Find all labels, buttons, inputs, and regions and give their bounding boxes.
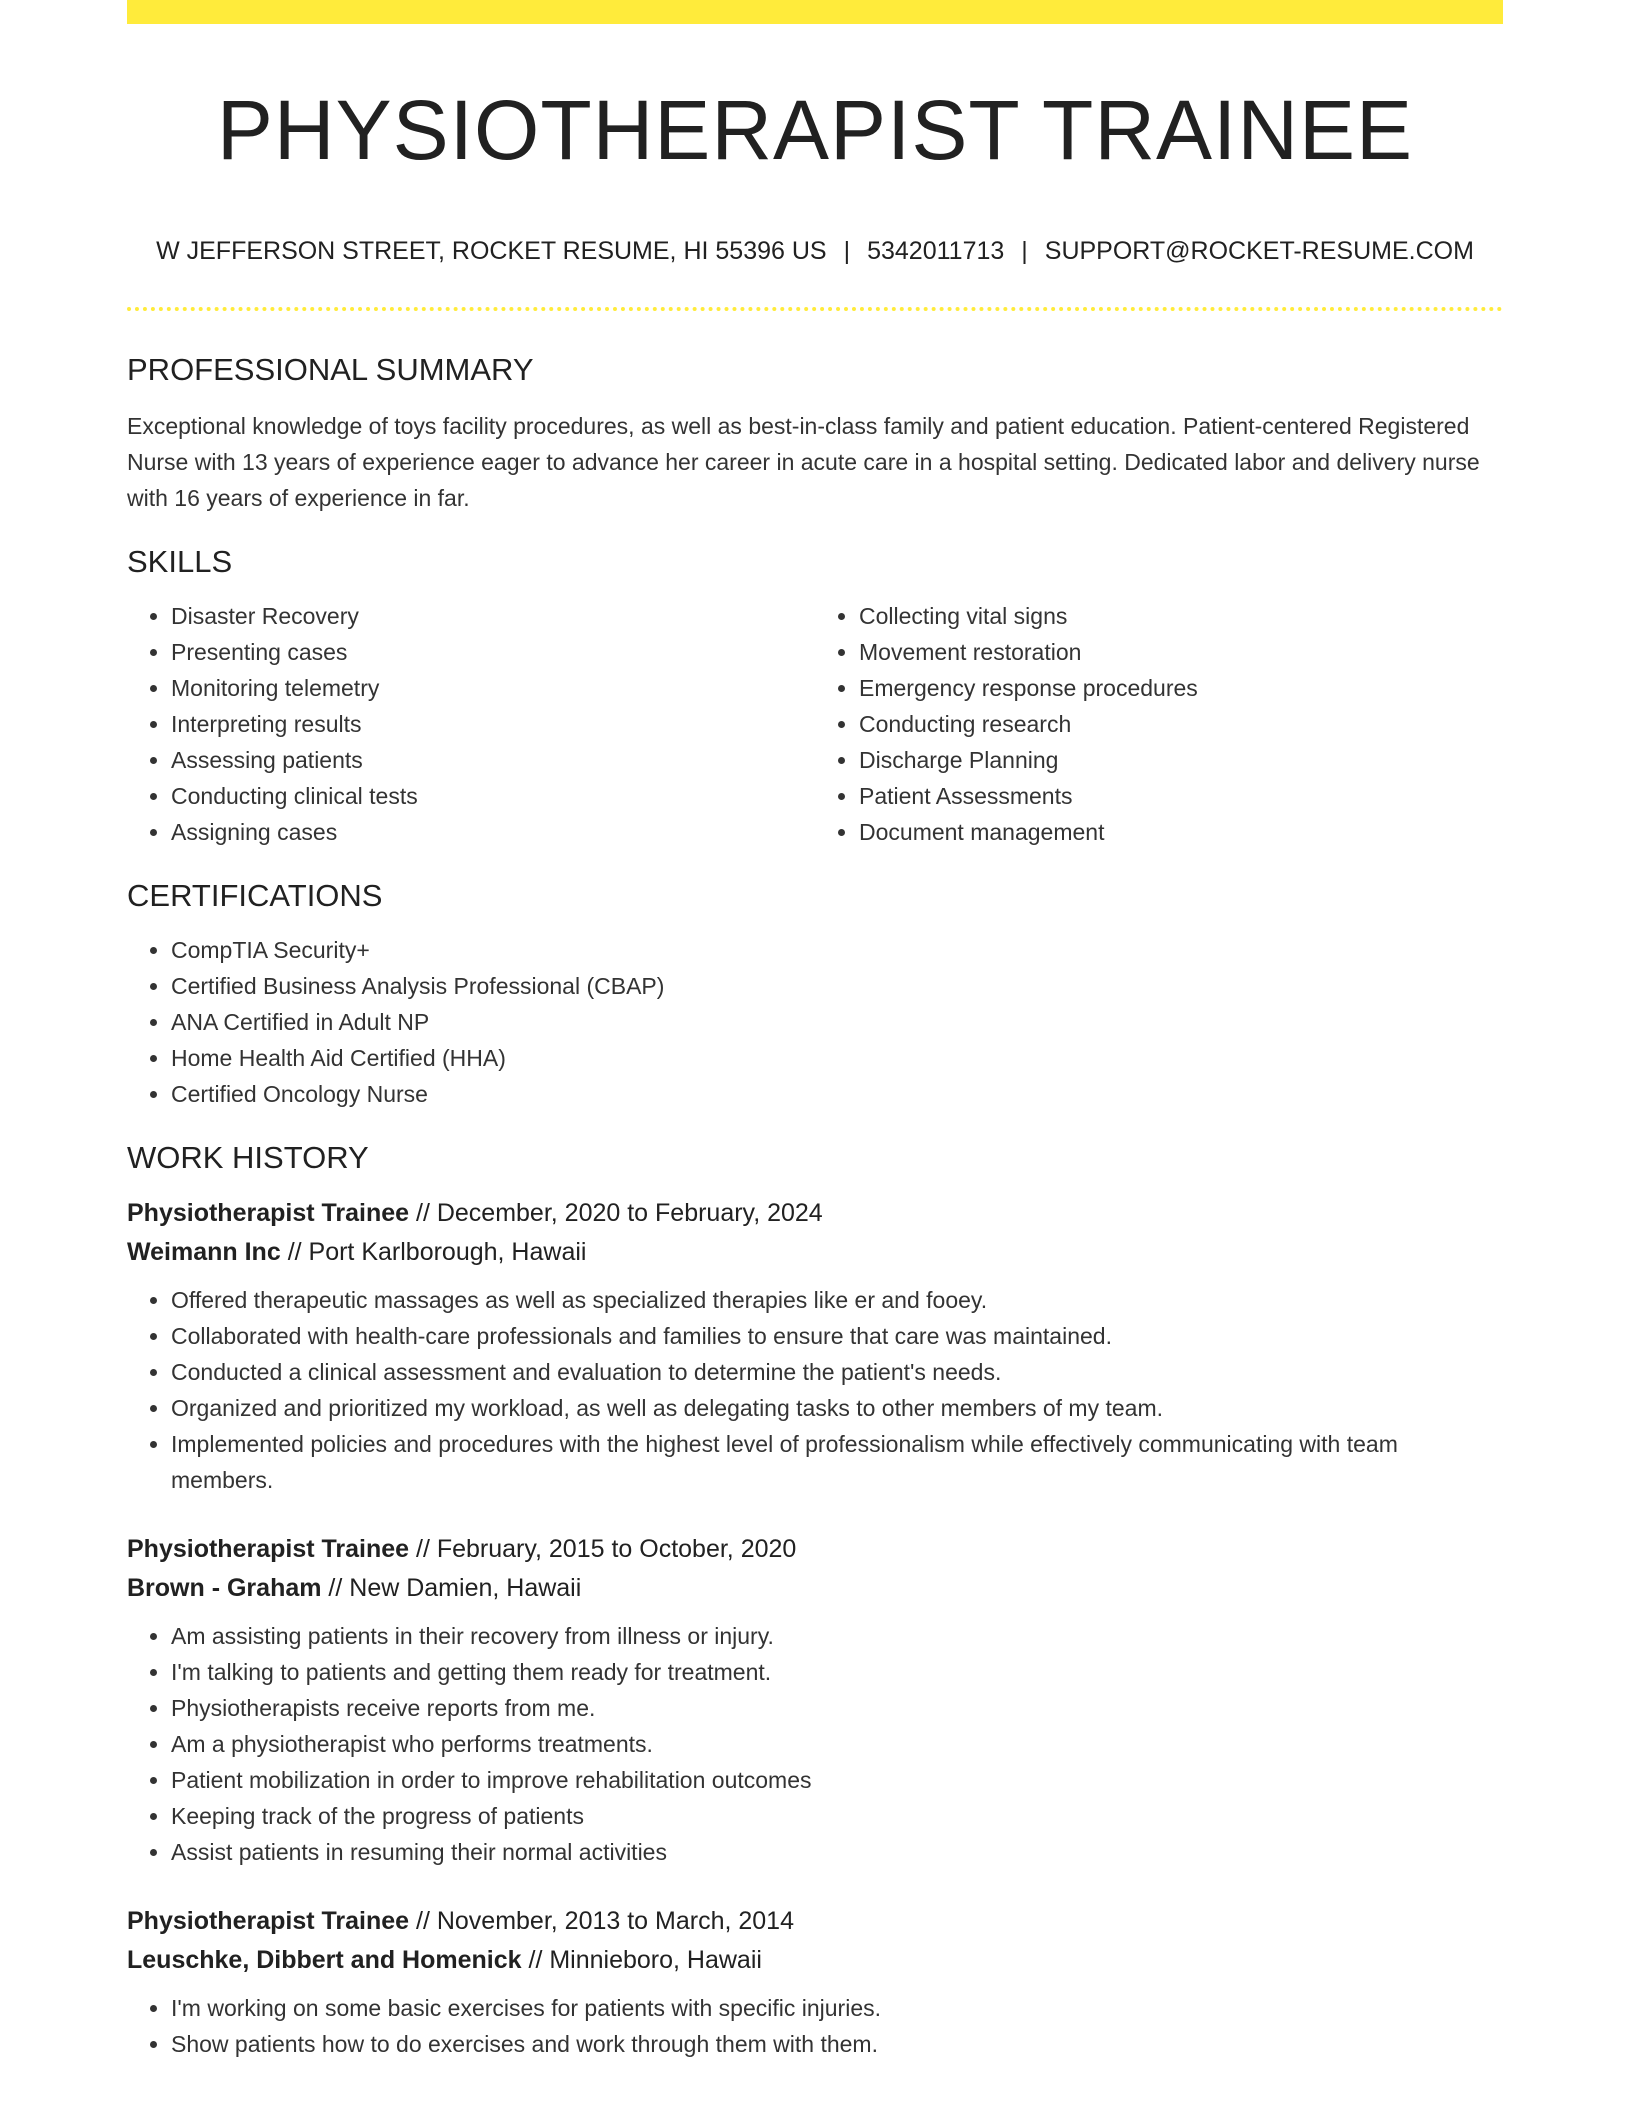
- job-duty: • I'm working on some basic exercises for patients with specific injuries.: [171, 1990, 1503, 2026]
- job-duty: • Collaborated with health-care professionals and families to ensure that care was maintained.: [171, 1318, 1503, 1354]
- job-duty: • Offered therapeutic massages as well as specialized therapies like er and fooey.: [171, 1282, 1503, 1318]
- list-item: • Assessing patients: [171, 742, 815, 778]
- skills-list-right: [815, 598, 1503, 850]
- list-item: • Document management: [859, 814, 1503, 850]
- job-company: Brown - Graham: [127, 1574, 322, 1602]
- list-item: • Certified Oncology Nurse: [171, 1076, 1503, 1112]
- section-heading: CERTIFICATIONS: [127, 878, 383, 913]
- list-item: • CompTIA Security+: [171, 932, 1503, 968]
- list-item: • Conducting clinical tests: [171, 778, 815, 814]
- contact-separator: |: [843, 237, 851, 265]
- list-item: • Collecting vital signs: [859, 598, 1503, 634]
- list-item: • ANA Certified in Adult NP: [171, 1004, 1503, 1040]
- list-item: • Conducting research: [859, 706, 1503, 742]
- job-title-line: [127, 1530, 1503, 1569]
- summary-section: [127, 350, 1503, 516]
- job-title: Physiotherapist Trainee: [127, 1535, 410, 1563]
- contact-address: W JEFFERSON STREET, ROCKET RESUME, HI 55396 US: [156, 237, 827, 265]
- job-entry: [127, 1194, 1503, 1498]
- job-company-line: [127, 1569, 1503, 1608]
- contact-separator: |: [1021, 237, 1028, 265]
- job-duty: • Implemented policies and procedures with the highest level of professionalism while effectively communicating with team members.: [171, 1426, 1503, 1498]
- job-title: Physiotherapist Trainee: [127, 1907, 410, 1935]
- job-duty: • Conducted a clinical assessment and evaluation to determine the patient's needs.: [171, 1354, 1503, 1390]
- list-item: • Movement restoration: [859, 634, 1503, 670]
- list-item: • Discharge Planning: [859, 742, 1503, 778]
- job-dates: // February, 2015 to October, 2020: [409, 1535, 797, 1563]
- job-duty: • Assist patients in resuming their normal activities: [171, 1834, 1503, 1870]
- job-duties-list: [127, 1618, 1503, 1870]
- accent-bar: [127, 0, 1503, 24]
- resume-title: PHYSIOTHERAPIST TRAINEE: [216, 83, 1414, 177]
- section-heading: WORK HISTORY: [127, 1140, 369, 1175]
- contact-email: SUPPORT@ROCKET-RESUME.COM: [1044, 237, 1474, 265]
- skills-list-left: [127, 598, 815, 850]
- list-item: • Emergency response procedures: [859, 670, 1503, 706]
- job-entry: [127, 1902, 1503, 2062]
- job-title-line: [127, 1902, 1503, 1941]
- work-history-section: [127, 1138, 1503, 2062]
- jobs-list: [127, 1194, 1503, 2062]
- section-heading: PROFESSIONAL SUMMARY: [127, 352, 534, 387]
- job-entry: [127, 1530, 1503, 1870]
- list-item: • Disaster Recovery: [171, 598, 815, 634]
- job-duties-list: [127, 1282, 1503, 1498]
- list-item: • Presenting cases: [171, 634, 815, 670]
- job-duty: • Am assisting patients in their recovery from illness or injury.: [171, 1618, 1503, 1654]
- job-duty: • Physiotherapists receive reports from me.: [171, 1690, 1503, 1726]
- list-item: • Certified Business Analysis Professional (CBAP): [171, 968, 1503, 1004]
- summary-text: Exceptional knowledge of toys facility procedures, as well as best-in-class family and patient education. Patient-centered Registered Nurse with 13 years of experience eager to advance her career in acute care in a hospital setting. Dedicated labor and delivery nurse with 16 years of experience in far.: [127, 413, 1480, 511]
- section-heading: SKILLS: [127, 544, 233, 579]
- job-company: Leuschke, Dibbert and Homenick: [127, 1946, 522, 1974]
- job-location: // Port Karlborough, Hawaii: [280, 1238, 587, 1266]
- list-item: • Interpreting results: [171, 706, 815, 742]
- job-duty: • I'm talking to patients and getting them ready for treatment.: [171, 1654, 1503, 1690]
- job-duty: • Patient mobilization in order to improve rehabilitation outcomes: [171, 1762, 1503, 1798]
- skills-section: [127, 542, 1503, 850]
- contact-phone: 5342011713: [867, 237, 1005, 265]
- certifications-section: [127, 876, 1503, 1112]
- job-duties-list: [127, 1990, 1503, 2062]
- list-item: • Home Health Aid Certified (HHA): [171, 1040, 1503, 1076]
- job-company-line: [127, 1233, 1503, 1272]
- job-title-line: [127, 1194, 1503, 1233]
- resume-body: [127, 350, 1503, 2062]
- job-duty: • Am a physiotherapist who performs treatments.: [171, 1726, 1503, 1762]
- job-duty: • Organized and prioritized my workload, as well as delegating tasks to other members of my team.: [171, 1390, 1503, 1426]
- job-dates: // November, 2013 to March, 2014: [409, 1907, 794, 1935]
- job-title: Physiotherapist Trainee: [127, 1199, 410, 1227]
- job-dates: // December, 2020 to February, 2024: [409, 1199, 823, 1227]
- certifications-list: [127, 932, 1503, 1112]
- job-location: // New Damien, Hawaii: [321, 1574, 582, 1602]
- list-item: • Monitoring telemetry: [171, 670, 815, 706]
- job-company: Weimann Inc: [127, 1238, 281, 1266]
- job-duty: • Show patients how to do exercises and work through them with them.: [171, 2026, 1503, 2062]
- list-item: • Assigning cases: [171, 814, 815, 850]
- job-location: // Minnieboro, Hawaii: [521, 1946, 762, 1974]
- dotted-divider: [127, 307, 1503, 311]
- contact-line: [127, 235, 1503, 267]
- job-company-line: [127, 1941, 1503, 1980]
- skills-columns: [127, 582, 1503, 850]
- job-duty: • Keeping track of the progress of patients: [171, 1798, 1503, 1834]
- list-item: • Patient Assessments: [859, 778, 1503, 814]
